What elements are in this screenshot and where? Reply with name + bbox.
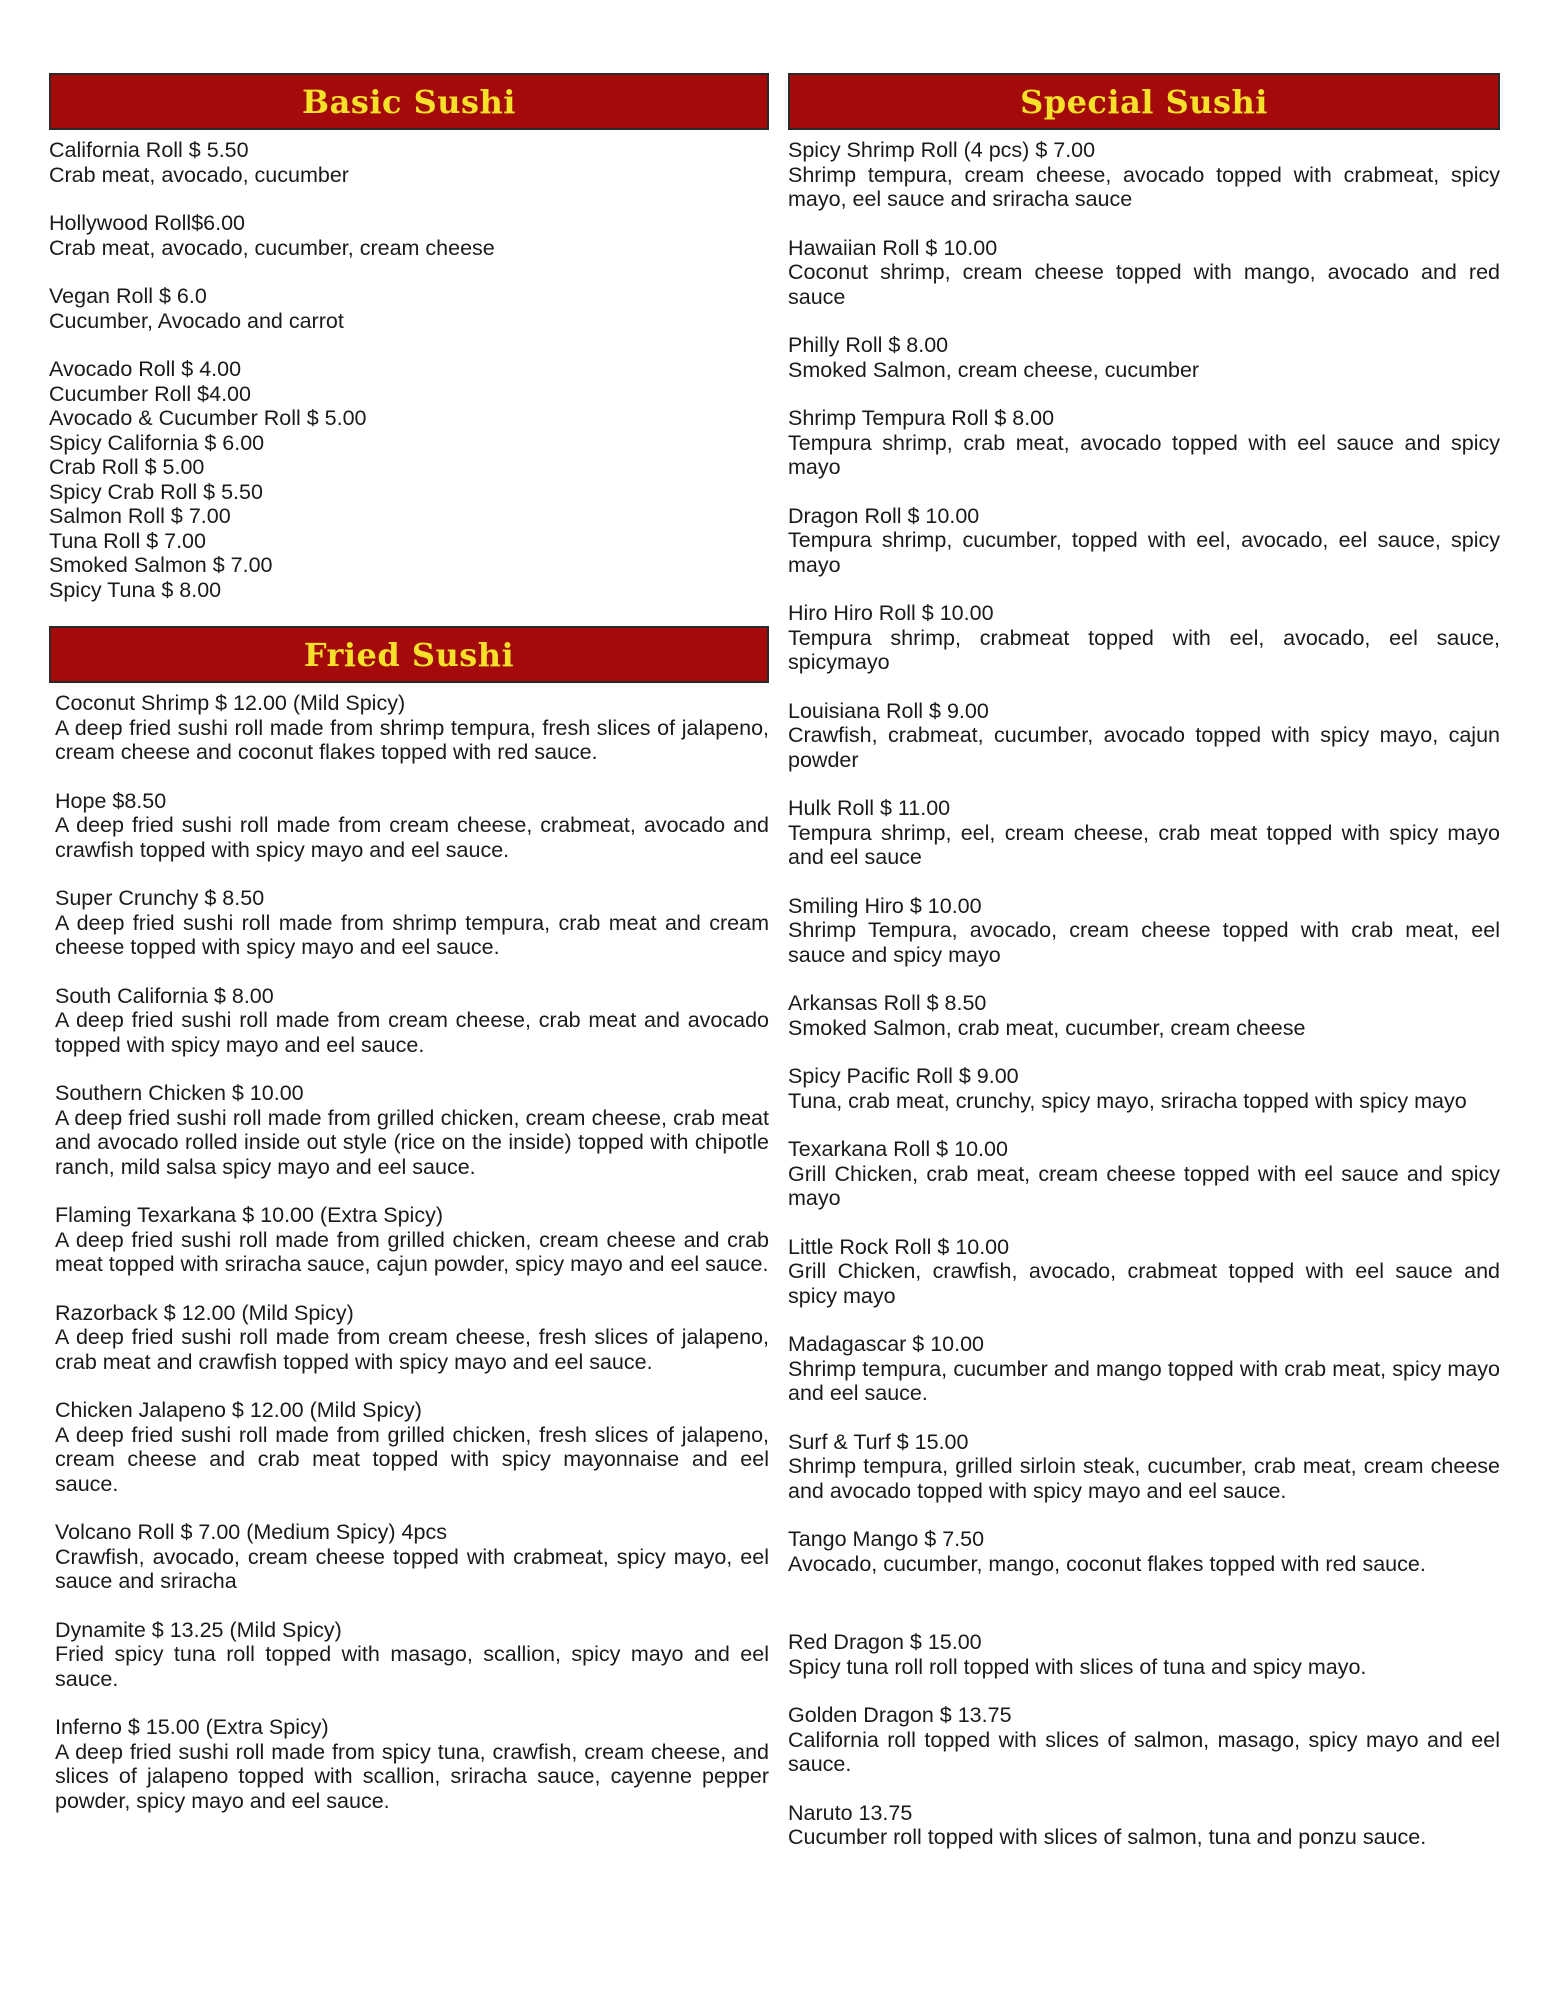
menu-item-description: California roll topped with slices of salmon, masago, spicy mayo and eel sauce.: [788, 1727, 1500, 1776]
menu-item-title: Coconut Shrimp $ 12.00 (Mild Spicy): [55, 691, 406, 715]
menu-item: [788, 1064, 1500, 1113]
menu-item: [55, 691, 769, 765]
menu-item-title: Avocado Roll $ 4.00: [49, 357, 242, 381]
special-sushi-title: Special Sushi: [1020, 82, 1268, 121]
menu-item-description: Tuna, crab meat, crunchy, spicy mayo, sriracha topped with spicy mayo: [788, 1088, 1467, 1113]
menu-item: [788, 1137, 1500, 1211]
menu-item-description: Tempura shrimp, eel, cream cheese, crab meat topped with spicy mayo and eel sauce: [788, 820, 1500, 869]
menu-item-description: A deep fried sushi roll made from cream cheese, crabmeat, avocado and crawfish topped with spicy mayo and eel sauce.: [55, 813, 769, 862]
menu-item-title: Dynamite $ 13.25 (Mild Spicy): [55, 1617, 342, 1642]
menu-item-title: Louisiana Roll $ 9.00: [788, 698, 989, 723]
menu-item-description: Shrimp tempura, cream cheese, avocado topped with crabmeat, spicy mayo, eel sauce and sriracha sauce: [788, 162, 1500, 211]
menu-item-description: Tempura shrimp, crab meat, avocado topped with eel sauce and spicy mayo: [788, 430, 1500, 479]
menu-item: [788, 1801, 1500, 1850]
menu-item: [788, 138, 1500, 212]
spacer: [788, 1600, 1500, 1630]
menu-item: [49, 138, 769, 187]
menu-item-description: A deep fried sushi roll made from cream cheese, fresh slices of jalapeno, crab meat and crawfish topped with spicy mayo and eel sauce.: [55, 1325, 769, 1374]
menu-item: [55, 1618, 769, 1692]
menu-item-title: Arkansas Roll $ 8.50: [788, 991, 987, 1015]
menu-item: [788, 894, 1500, 968]
menu-item-title: Crab Roll $ 5.00: [49, 455, 205, 479]
menu-item: [788, 796, 1500, 870]
menu-item-title: Inferno $ 15.00 (Extra Spicy): [55, 1715, 329, 1739]
menu-item-title: Cucumber Roll $4.00: [49, 381, 251, 406]
menu-item: [55, 1715, 769, 1813]
menu-item: [788, 991, 1500, 1040]
menu-item: [788, 699, 1500, 773]
menu-item-title: Volcano Roll $ 7.00 (Medium Spicy) 4pcs: [55, 1520, 447, 1544]
menu-item-description: Tempura shrimp, crabmeat topped with eel, avocado, eel sauce, spicymayo: [788, 625, 1500, 674]
menu-item-title: Madagascar $ 10.00: [788, 1332, 985, 1356]
menu-item-title: Little Rock Roll $ 10.00: [788, 1234, 1010, 1259]
menu-item: [55, 1203, 769, 1277]
menu-item-description: A deep fried sushi roll made from spicy tuna, crawfish, cream cheese, and slices of jalapeno topped with scallion, sriracha sauce, cayenne pepper powder, spicy mayo and eel sauce.: [55, 1739, 769, 1813]
menu-item-title: Avocado & Cucumber Roll $ 5.00: [49, 406, 367, 430]
menu-item-title: Hawaiian Roll $ 10.00: [788, 235, 998, 260]
menu-item-description: Crab meat, avocado, cucumber: [49, 162, 349, 187]
menu-item-description: Shrimp tempura, grilled sirloin steak, cucumber, crab meat, cream cheese and avocado topped with spicy mayo and eel sauce.: [788, 1454, 1500, 1503]
menu-item: [49, 284, 769, 333]
fried-sushi-list: [49, 683, 769, 1813]
menu-item-title: Hollywood Roll$6.00: [49, 211, 245, 235]
right-column: [788, 73, 1500, 1874]
menu-item: [788, 504, 1500, 578]
menu-item: [55, 1301, 769, 1375]
menu-item-title: Smiling Hiro $ 10.00: [788, 893, 982, 918]
basic-sushi-header: [49, 73, 769, 130]
basic-roll-price-list: [49, 357, 769, 602]
menu-item: [55, 984, 769, 1058]
menu-item-description: Grill Chicken, crawfish, avocado, crabmeat topped with eel sauce and spicy mayo: [788, 1259, 1500, 1308]
menu-item: [788, 1332, 1500, 1406]
menu-item-description: Crawfish, avocado, cream cheese topped with crabmeat, spicy mayo, eel sauce and sriracha: [55, 1544, 769, 1593]
fried-sushi-title: Fried Sushi: [303, 635, 515, 674]
left-column: [49, 73, 769, 1837]
menu-item-title: Surf & Turf $ 15.00: [788, 1429, 969, 1454]
menu-item-description: A deep fried sushi roll made from grilled chicken, cream cheese, crab meat and avocado rolled inside out style (rice on the inside) topped with chipotle ranch, mild salsa spicy mayo and eel sauce.: [55, 1105, 769, 1179]
menu-item-title: Hiro Hiro Roll $ 10.00: [788, 601, 994, 625]
menu-item: [788, 601, 1500, 675]
menu-item-title: Smoked Salmon $ 7.00: [49, 553, 273, 577]
menu-item-description: A deep fried sushi roll made from grilled chicken, fresh slices of jalapeno, cream cheese and crab meat topped with spicy mayonnaise and eel sauce.: [55, 1422, 769, 1496]
menu-item-title: Golden Dragon $ 13.75: [788, 1703, 1012, 1727]
menu-item-description: Crab meat, avocado, cucumber, cream cheese: [49, 235, 495, 260]
menu-item: [788, 236, 1500, 310]
menu-item: [55, 789, 769, 863]
menu-item-description: Spicy tuna roll roll topped with slices of tuna and spicy mayo.: [788, 1654, 1367, 1679]
menu-item-title: Hope $8.50: [55, 788, 167, 813]
menu-item-description: Smoked Salmon, cream cheese, cucumber: [788, 357, 1200, 382]
menu-item: [788, 1703, 1500, 1777]
menu-item: [788, 333, 1500, 382]
menu-item-description: Shrimp Tempura, avocado, cream cheese topped with crab meat, eel sauce and spicy mayo: [788, 918, 1500, 967]
menu-item-description: A deep fried sushi roll made from shrimp tempura, crab meat and cream cheese topped with spicy mayo and eel sauce.: [55, 910, 769, 959]
menu-item-title: Tango Mango $ 7.50: [788, 1527, 985, 1551]
menu-item-title: Spicy Tuna $ 8.00: [49, 577, 222, 602]
menu-item-description: A deep fried sushi roll made from grilled chicken, cream cheese and crab meat topped with sriracha sauce, cajun powder, spicy mayo and eel sauce.: [55, 1227, 769, 1276]
menu-item-title: Naruto 13.75: [788, 1800, 913, 1825]
menu-item-description: A deep fried sushi roll made from cream cheese, crab meat and avocado topped with spicy mayo and eel sauce.: [55, 1008, 769, 1057]
menu-item-title: Dragon Roll $ 10.00: [788, 503, 980, 528]
menu-item-title: South California $ 8.00: [55, 983, 274, 1008]
menu-item-description: A deep fried sushi roll made from shrimp tempura, fresh slices of jalapeno, cream cheese and coconut flakes topped with red sauce.: [55, 715, 769, 764]
special-sushi-header: [788, 73, 1500, 130]
menu-item: [49, 211, 769, 260]
menu-item: [55, 1398, 769, 1496]
menu-item-title: Spicy California $ 6.00: [49, 430, 265, 455]
menu-item-title: Red Dragon $ 15.00: [788, 1630, 982, 1654]
menu-item-title: Hulk Roll $ 11.00: [788, 796, 951, 820]
menu-item-title: Salmon Roll $ 7.00: [49, 504, 231, 528]
menu-item-title: Tuna Roll $ 7.00: [49, 528, 206, 553]
menu-item-title: California Roll $ 5.50: [49, 138, 249, 162]
menu-item-description: Avocado, cucumber, mango, coconut flakes topped with red sauce.: [788, 1551, 1426, 1576]
menu-item: [788, 1630, 1500, 1679]
menu-item-title: Chicken Jalapeno $ 12.00 (Mild Spicy): [55, 1398, 422, 1422]
menu-item-title: Spicy Pacific Roll $ 9.00: [788, 1064, 1019, 1088]
menu-item: [55, 1081, 769, 1179]
menu-item: [788, 406, 1500, 480]
basic-sushi-title: Basic Sushi: [302, 82, 516, 121]
menu-item-description: Smoked Salmon, crab meat, cucumber, cream cheese: [788, 1015, 1306, 1040]
fried-sushi-header: [49, 626, 769, 683]
menu-item-title: Southern Chicken $ 10.00: [55, 1081, 304, 1105]
menu-item-description: Shrimp tempura, cucumber and mango topped with crab meat, spicy mayo and eel sauce.: [788, 1356, 1500, 1405]
special-sushi-list: [788, 130, 1500, 1850]
menu-item-title: Vegan Roll $ 6.0: [49, 284, 207, 308]
menu-item-title: Shrimp Tempura Roll $ 8.00: [788, 406, 1055, 430]
menu-item-description: Coconut shrimp, cream cheese topped with mango, avocado and red sauce: [788, 260, 1500, 309]
menu-item: [788, 1430, 1500, 1504]
menu-item-title: Super Crunchy $ 8.50: [55, 886, 265, 910]
menu-item: [55, 886, 769, 960]
menu-item: [55, 1520, 769, 1594]
menu-item: [788, 1235, 1500, 1309]
menu-item-description: Cucumber roll topped with slices of salmon, tuna and ponzu sauce.: [788, 1825, 1427, 1849]
menu-item: [788, 1527, 1500, 1576]
menu-item-title: Flaming Texarkana $ 10.00 (Extra Spicy): [55, 1203, 443, 1227]
menu-item-title: Philly Roll $ 8.00: [788, 333, 949, 357]
menu-item-title: Spicy Crab Roll $ 5.50: [49, 479, 263, 504]
menu-item-description: Cucumber, Avocado and carrot: [49, 308, 344, 333]
menu-item-title: Texarkana Roll $ 10.00: [788, 1137, 1008, 1161]
menu-item-title: Razorback $ 12.00 (Mild Spicy): [55, 1300, 354, 1325]
menu-item-description: Crawfish, crabmeat, cucumber, avocado topped with spicy mayo, cajun powder: [788, 723, 1500, 772]
menu-item-description: Tempura shrimp, cucumber, topped with eel, avocado, eel sauce, spicy mayo: [788, 528, 1500, 577]
basic-sushi-list: [49, 130, 769, 602]
menu-item-title: Spicy Shrimp Roll (4 pcs) $ 7.00: [788, 138, 1096, 162]
menu-item-description: Grill Chicken, crab meat, cream cheese topped with eel sauce and spicy mayo: [788, 1161, 1500, 1210]
menu-item-description: Fried spicy tuna roll topped with masago, scallion, spicy mayo and eel sauce.: [55, 1642, 769, 1691]
